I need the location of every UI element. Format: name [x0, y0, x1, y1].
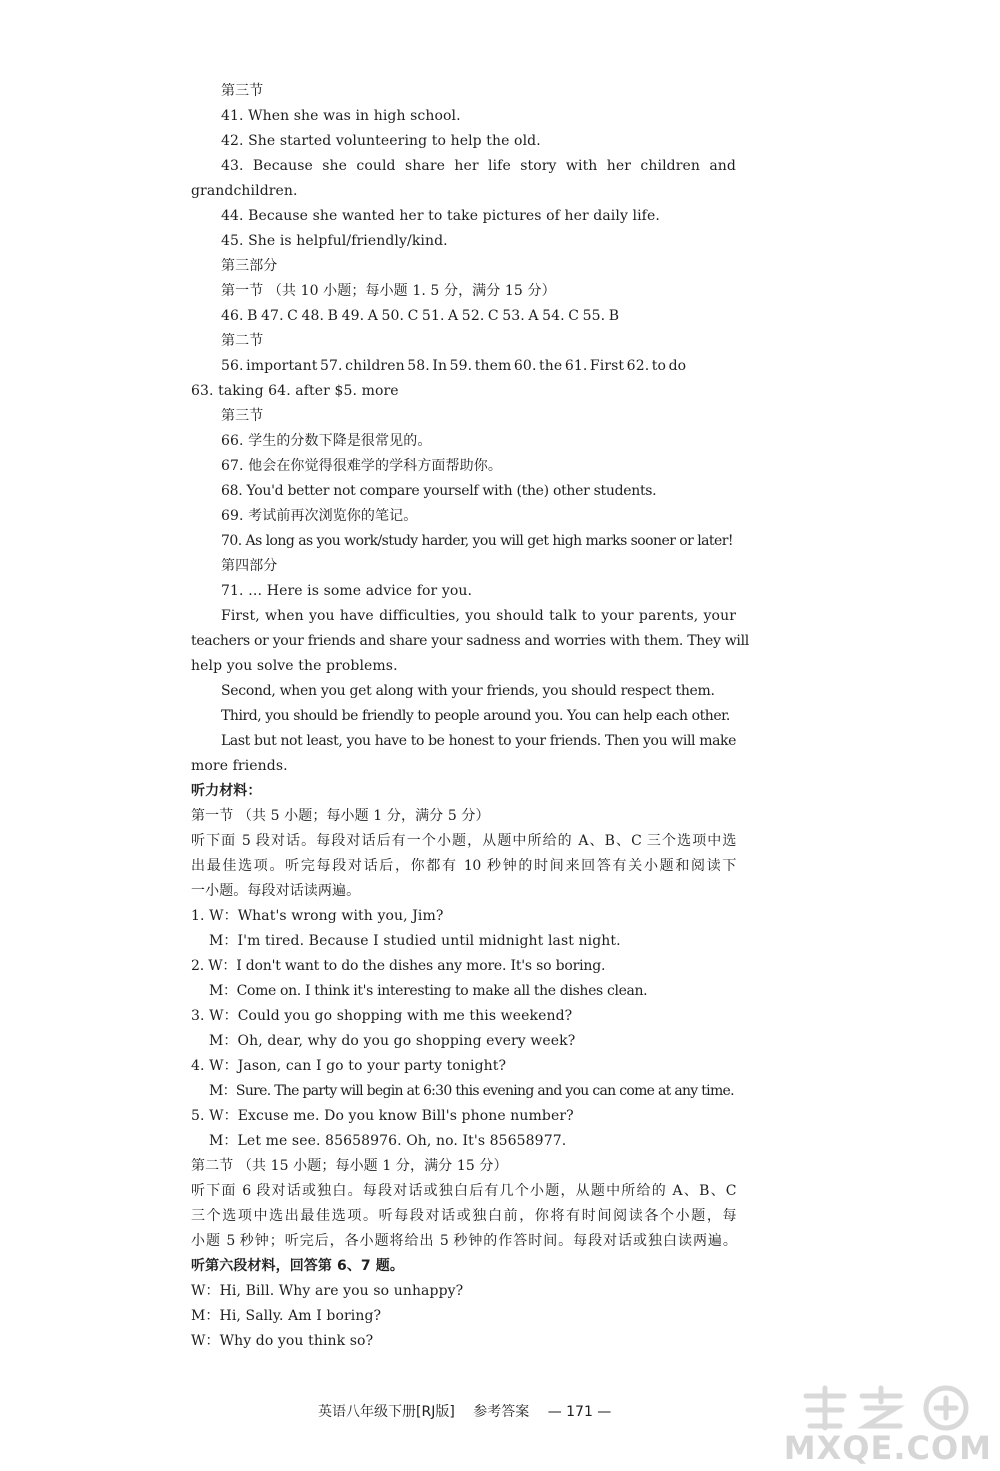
instruction-line: 一小题。每段对话读两遍。 — [191, 883, 361, 899]
dialogue-line: M：Let me see. 85658976. Oh, no. It's 85658977. — [209, 1133, 567, 1149]
essay-line: help you solve the problems. — [191, 658, 398, 674]
answer-key-row: 56. important 57. children 58. In 59. them 60. the 61. First 62. to do — [221, 358, 687, 374]
dialogue-line: M：Sure. The party will begin at 6:30 this evening and you can come at any time. — [209, 1083, 734, 1099]
section-heading: 第二节 （共 15 小题；每小题 1 分，满分 15 分） — [191, 1158, 508, 1174]
footer-subject: 英语八年级下册[RJ版] — [318, 1404, 455, 1420]
instruction-line: 听下面 5 段对话。每段对话后有一个小题，从题中所给的 A、B、C 三个选项中选 — [191, 833, 736, 849]
section-heading: 第一节 （共 10 小题；每小题 1. 5 分，满分 15 分） — [221, 283, 556, 299]
answer-line: 70. As long as you work/study harder, you will get high marks sooner or later! — [221, 533, 733, 549]
dialogue-line: W：Hi, Bill. Why are you so unhappy? — [191, 1283, 464, 1299]
answer-line: 42. She started volunteering to help the old. — [221, 133, 541, 149]
answer-line: 69. 考试前再次浏览你的笔记。 — [221, 508, 418, 524]
essay-line: Third, you should be friendly to people around you. You can help each other. — [221, 708, 730, 724]
answer-key-row: 63. taking 64. after $5. more — [191, 383, 399, 399]
instruction-line: 小题 5 秒钟；听完后，各小题将给出 5 秒钟的作答时间。每段对话或独白读两遍。 — [191, 1233, 736, 1249]
instruction-line: 三个选项中选出最佳选项。听每段对话或独白前，你将有时间阅读各个小题，每 — [191, 1208, 736, 1224]
section-heading: 第二节 — [221, 333, 264, 349]
dialogue-line: M：Oh, dear, why do you go shopping every week? — [209, 1033, 576, 1049]
dialogue-line: M：Hi, Sally. Am I boring? — [191, 1308, 382, 1324]
dialogue-line: 1. W：What's wrong with you, Jim? — [191, 908, 444, 924]
essay-line: teachers or your friends and share your sadness and worries with them. They will — [191, 633, 749, 649]
essay-line: 71. … Here is some advice for you. — [221, 583, 473, 599]
dialogue-line: 4. W：Jason, can I go to your party tonight? — [191, 1058, 507, 1074]
dialogue-line: 5. W：Excuse me. Do you know Bill's phone number? — [191, 1108, 574, 1124]
answer-line: 45. She is helpful/friendly/kind. — [221, 233, 448, 249]
essay-line: First, when you have difficulties, you should talk to your parents, your — [221, 608, 736, 624]
instruction-line: 出最佳选项。听完每段对话后，你都有 10 秒钟的时间来回答有关小题和阅读下 — [191, 858, 736, 874]
answer-line: grandchildren. — [191, 183, 298, 199]
dialogue-line: W：Why do you think so? — [191, 1333, 374, 1349]
watermark-logo-icon — [796, 1382, 986, 1432]
listening-heading: 听力材料： — [191, 783, 262, 799]
answer-line: 67. 他会在你觉得很难学的学科方面帮助你。 — [221, 458, 502, 474]
dialogue-line: M：I'm tired. Because I studied until midnight last night. — [209, 933, 621, 949]
footer-section: 参考答案 — [473, 1404, 530, 1420]
dialogue-line: 2. W：I don't want to do the dishes any more. It's so boring. — [191, 958, 606, 974]
watermark — [783, 1378, 1000, 1471]
section-heading: 第三节 — [221, 408, 264, 424]
answer-line: 41. When she was in high school. — [221, 108, 461, 124]
section-heading: 第一节 （共 5 小题；每小题 1 分，满分 5 分） — [191, 808, 490, 824]
watermark-text: MXQE.COM — [783, 1429, 992, 1467]
part-heading: 第四部分 — [221, 558, 278, 574]
part-heading: 第三部分 — [221, 258, 278, 274]
material-heading: 听第六段材料，回答第 6、7 题。 — [191, 1258, 404, 1274]
page-footer — [318, 1403, 625, 1421]
essay-line: Last but not least, you have to be honest to your friends. Then you will make — [221, 733, 736, 749]
essay-line: Second, when you get along with your friends, you should respect them. — [221, 683, 715, 699]
dialogue-line: M：Come on. I think it's interesting to make all the dishes clean. — [209, 983, 648, 999]
essay-line: more friends. — [191, 758, 288, 774]
dialogue-line: 3. W：Could you go shopping with me this weekend? — [191, 1008, 573, 1024]
answer-line: 68. You'd better not compare yourself with (the) other students. — [221, 483, 657, 499]
answer-line: 43. Because she could share her life story with her children and — [221, 158, 736, 174]
section-heading: 第三节 — [221, 83, 264, 99]
answer-line: 66. 学生的分数下降是很常见的。 — [221, 433, 432, 449]
answer-key-row: 46. B 47. C 48. B 49. A 50. C 51. A 52. C 53. A 54. C 55. B — [221, 308, 620, 324]
page-number: — 171 — — [547, 1404, 612, 1420]
instruction-line: 听下面 6 段对话或独白。每段对话或独白后有几个小题，从题中所给的 A、B、C — [191, 1183, 736, 1199]
answer-line: 44. Because she wanted her to take pictures of her daily life. — [221, 208, 660, 224]
